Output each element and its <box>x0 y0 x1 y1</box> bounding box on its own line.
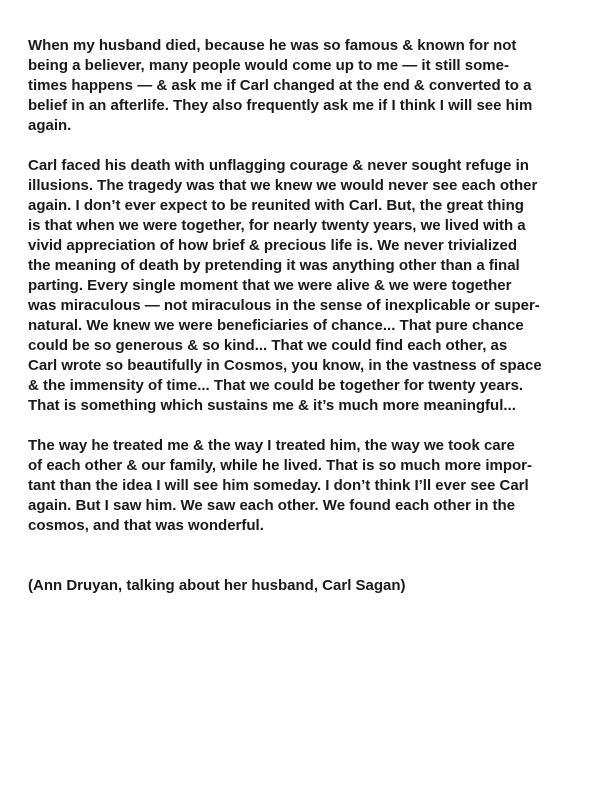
text-line: is that when we were together, for nearly twenty years, we lived with a <box>28 217 526 234</box>
text-line: & the immensity of time... That we could be together for twenty years. <box>28 377 524 394</box>
text-line: Carl wrote so beautifully in Cosmos, you know, in the vastness of space <box>28 357 542 374</box>
paragraph-1 <box>28 36 588 136</box>
attribution <box>28 576 588 596</box>
text-line: belief in an afterlife. They also frequently ask me if I think I will see him <box>28 97 533 114</box>
text-line: parting. Every single moment that we were alive & we were together <box>28 277 512 294</box>
text-line: of each other & our family, while he lived. That is so much more impor- <box>28 457 532 474</box>
text-line: Carl faced his death with unflagging courage & never sought refuge in <box>28 157 529 174</box>
text-line: again. I don’t ever expect to be reunited with Carl. But, the great thing <box>28 197 524 214</box>
text-line: natural. We knew we were beneficiaries of chance... That pure chance <box>28 317 524 334</box>
text-line: the meaning of death by pretending it was anything other than a final <box>28 257 520 274</box>
text-line: vivid appreciation of how brief & precious life is. We never trivialized <box>28 237 518 254</box>
text-line: could be so generous & so kind... That we could find each other, as <box>28 337 508 354</box>
text-line: again. But I saw him. We saw each other. We found each other in the <box>28 497 516 514</box>
text-line: cosmos, and that was wonderful. <box>28 517 264 534</box>
attribution-text: (Ann Druyan, talking about her husband, Carl Sagan) <box>28 577 406 594</box>
text-line: That is something which sustains me & it’s much more meaningful... <box>28 397 516 414</box>
text-line: tant than the idea I will see him someday. I don’t think I’ll ever see Carl <box>28 477 529 494</box>
document-page <box>28 36 588 596</box>
paragraph-2 <box>28 156 588 416</box>
text-line: times happens — & ask me if Carl changed at the end & converted to a <box>28 77 532 94</box>
text-line: When my husband died, because he was so famous & known for not <box>28 37 517 54</box>
text-line: was miraculous — not miraculous in the sense of inexplicable or super- <box>28 297 540 314</box>
text-line: again. <box>28 117 72 134</box>
text-line: being a believer, many people would come up to me — it still some- <box>28 57 509 74</box>
text-line: The way he treated me & the way I treated him, the way we took care <box>28 437 515 454</box>
paragraph-3 <box>28 436 588 536</box>
text-line: illusions. The tragedy was that we knew we would never see each other <box>28 177 538 194</box>
